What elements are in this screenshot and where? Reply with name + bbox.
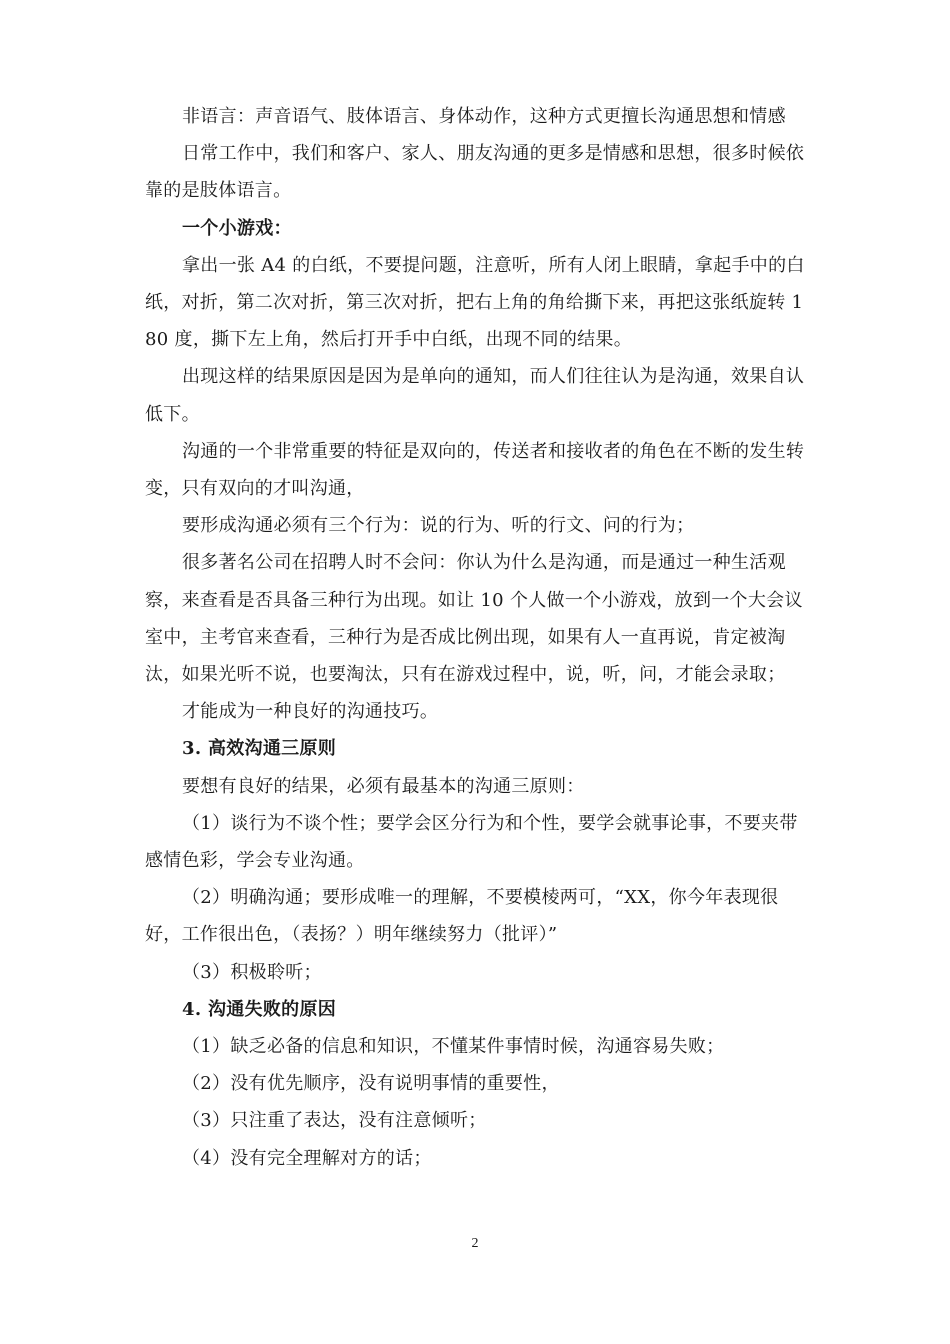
- section-heading: 3. 高效沟通三原则: [182, 738, 337, 760]
- paragraph: 拿出一张 A4 的白纸，不要提问题，注意听，所有人闭上眼睛，拿起手中的白纸，对折，第二次对折，第三次对折，把右上角的角给撕下来，再把这张纸旋转 180 度，撕下左上角，然后打开手中白纸，出现不同的结果。: [145, 254, 805, 351]
- list-item: （4）没有完全理解对方的话；: [182, 1147, 432, 1169]
- list-item: （1）缺乏必备的信息和知识，不懂某件事情时候，沟通容易失败；: [182, 1036, 725, 1058]
- list-item: （2）没有优先顺序，没有说明事情的重要性，: [182, 1073, 560, 1095]
- paragraph: 出现这样的结果原因是因为是单向的通知，而人们往往认为是沟通，效果自认低下。: [145, 366, 805, 425]
- page-number: 2: [471, 1236, 479, 1251]
- paragraph: 要想有良好的结果，必须有最基本的沟通三原则：: [182, 775, 585, 797]
- section-heading: 4. 沟通失败的原因: [182, 998, 337, 1020]
- list-item: （1）谈行为不谈个性；要学会区分行为和个性，要学会就事论事，不要夹带感情色彩，学会专业沟通。: [145, 812, 798, 872]
- list-item: （2）明确沟通；要形成唯一的理解，不要模棱两可，“XX，你今年表现很好，工作很出色，（表扬？）明年继续努力（批评）”: [145, 887, 779, 946]
- paragraph: 日常工作中，我们和客户、家人、朋友沟通的更多是情感和思想，很多时候依靠的是肢体语言。: [145, 143, 805, 202]
- section-heading: 一个小游戏：: [182, 217, 292, 239]
- list-item: （3）积极聆听；: [182, 961, 322, 983]
- paragraph: 沟通的一个非常重要的特征是双向的，传送者和接收者的角色在不断的发生转变，只有双向的才叫沟通，: [145, 440, 805, 500]
- document-body: [145, 98, 813, 1177]
- paragraph: 才能成为一种良好的沟通技巧。: [182, 701, 439, 723]
- paragraph: 很多著名公司在招聘人时不会问：你认为什么是沟通，而是通过一种生活观察，来查看是否具备三种行为出现。如让 10 个人做一个小游戏，放到一个大会议室中，主考官来查看，三种行为是否成比例出现，如果有人一直再说，肯定被淘汰，如果光听不说，也要淘汰，只有在游戏过程中，说，听，问，才能会录取；: [145, 552, 803, 686]
- paragraph: 非语言：声音语气、肢体语言、身体动作，这种方式更擅长沟通思想和情感: [182, 106, 786, 127]
- paragraph: 要形成沟通必须有三个行为：说的行为、听的行文、问的行为；: [182, 515, 695, 537]
- list-item: （3）只注重了表达，没有注意倾听；: [182, 1110, 487, 1132]
